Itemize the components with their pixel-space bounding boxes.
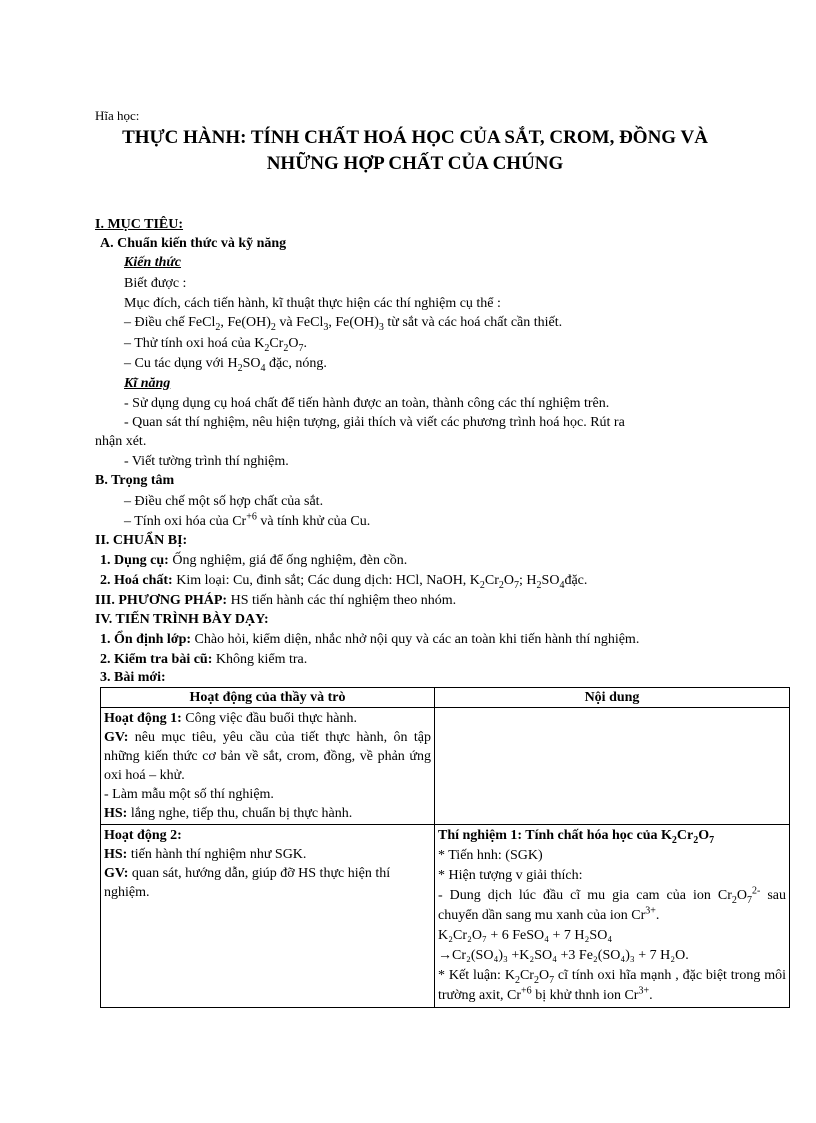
experiment-1-title: Thí nghiệm 1: Tính chất hóa học của $K_2Cr_2O_7$ — [438, 828, 715, 846]
row2-activity-title: Hoạt động 2: — [104, 828, 182, 843]
experiment-procedure: * Tiến hnh: (SGK) — [438, 848, 543, 863]
skills-heading: Kĩ năng — [124, 376, 171, 391]
row1-content-cell — [435, 708, 790, 825]
section1-b-heading: B. Trọng tâm — [95, 473, 175, 488]
skill-2: - Quan sát thí nghiệm, nêu hiện tượng, giải thích và viết các phương trình hoá học. Rút ra — [124, 415, 625, 430]
row1-activity-title: Hoạt động 1: Công việc đầu buổi thực hành. — [104, 711, 357, 726]
page-title-line2: NHỮNG HỢP CHẤT CỦA CHÚNG — [266, 153, 564, 174]
experiment-phenomenon: * Hiện tượng v giải thích: — [438, 868, 583, 883]
experiment-conclusion: * Kết luận: $K_2Cr_2O_7$ cĩ tính oxi hĩa mạnh , đặc biệt trong môi trường axit, $Cr^{+6}$ bị khử thnh ion $Cr^{3+}$. — [438, 968, 786, 1003]
row2-content-cell — [435, 825, 790, 1008]
section2-heading: II. CHUẨN BỊ: — [95, 533, 188, 548]
knowledge-heading: Kiến thức — [124, 255, 182, 270]
row1-student-text: HS: lắng nghe, tiếp thu, chuẩn bị thực hành. — [104, 806, 353, 821]
step-2-line: 2. Kiểm tra bài cũ: Không kiểm tra. — [100, 652, 308, 667]
skill-2-cont: nhận xét. — [95, 434, 147, 449]
table-header-activity: Hoạt động của thầy và trò — [101, 688, 435, 708]
skill-3: - Viết tường trình thí nghiệm. — [124, 454, 289, 469]
knowledge-intro: Biết được : — [124, 276, 187, 291]
table-row — [101, 708, 790, 825]
row2-student-text: HS: tiến hành thí nghiệm như SGK. — [104, 847, 307, 862]
tools-line: 1. Dụng cụ: Ống nghiệm, giá để ống nghiệm, đèn cồn. — [100, 553, 408, 568]
section1-a-heading: A. Chuẩn kiến thức và kỹ năng — [100, 236, 287, 251]
table-header-content: Nội dung — [435, 688, 790, 708]
chemicals-line: 2. Hoá chất: Kim loại: Cu, đinh sắt; Các dung dịch: HCl, NaOH, $K_2Cr_2O_7$; $H_2SO_4đặc$. — [100, 573, 588, 591]
row1-activity-cell — [101, 708, 435, 825]
focus-item-1: – Điều chế một số hợp chất của sắt. — [124, 494, 324, 509]
knowledge-item-1: – Điều chế FeCl$_2$, $Fe(OH)_2$ và FeCl$_3$, $Fe(OH)_3$ từ sắt và các hoá chất cần thiết. — [124, 315, 563, 333]
row2-activity-cell — [101, 825, 435, 1008]
page-title-line1: THỰC HÀNH: TÍNH CHẤT HOÁ HỌC CỦA SẮT, CROM, ĐỒNG VÀ — [122, 127, 708, 148]
knowledge-item-2: – Thử tính oxi hoá của $K_2Cr_2O_7$. — [124, 336, 307, 354]
step-1-line: 1. Ổn định lớp: Chào hỏi, kiểm diện, nhắc nhở nội quy và các an toàn khi tiến hành thí nghiệm. — [100, 632, 640, 647]
experiment-description: - Dung dịch lúc đầu cĩ mu gia cam của ion $Cr_2O_7^{2-}$ sau chuyển dần sang mu xanh của ion $Cr^{3+}$. — [438, 885, 786, 923]
row2-teacher-text: GV: quan sát, hướng dẫn, giúp đỡ HS thực hiện thí nghiệm. — [104, 866, 391, 900]
knowledge-purpose: Mục đích, cách tiến hành, kĩ thuật thực hiện các thí nghiệm cụ thể : — [124, 296, 501, 311]
table-header-row — [101, 688, 790, 708]
row1-demo-text: - Làm mẫu một số thí nghiệm. — [104, 787, 274, 802]
table-row — [101, 825, 790, 1008]
lesson-table — [100, 687, 790, 1008]
row1-teacher-text: GV: nêu mục tiêu, yêu cầu của tiết thực hành, ôn tập những kiến thức cơ bản về sắt, crom, đồng, về phản ứng oxi hoá – khử. — [104, 730, 431, 783]
section1-heading: I. MỤC TIÊU: — [95, 217, 184, 232]
equation-line-2: →Cr₂(SO₄)₃ +K₂SO₄ +3 Fe₂(SO₄)₃ + 7 H₂O. — [438, 948, 689, 963]
step-3-line: 3. Bài mới: — [100, 670, 166, 685]
knowledge-item-3: – Cu tác dụng với $H_2SO_4$ đặc, nóng. — [124, 356, 327, 374]
section4-heading: IV. TIẾN TRÌNH BÀY DẠY: — [95, 612, 269, 627]
equation-line-1: K₂Cr₂O₇ + 6 FeSO₄ + 7 H₂SO₄ — [438, 928, 613, 943]
focus-item-2: – Tính oxi hóa của $Cr^{+6}$ và tính khử của Cu. — [124, 511, 371, 529]
skill-1: - Sử dụng dụng cụ hoá chất để tiến hành được an toàn, thành công các thí nghiệm trên. — [124, 396, 610, 411]
section3-line: III. PHƯƠNG PHÁP: HS tiến hành các thí nghiệm theo nhóm. — [95, 593, 457, 608]
subject-label: Hĩa học: — [95, 108, 140, 123]
